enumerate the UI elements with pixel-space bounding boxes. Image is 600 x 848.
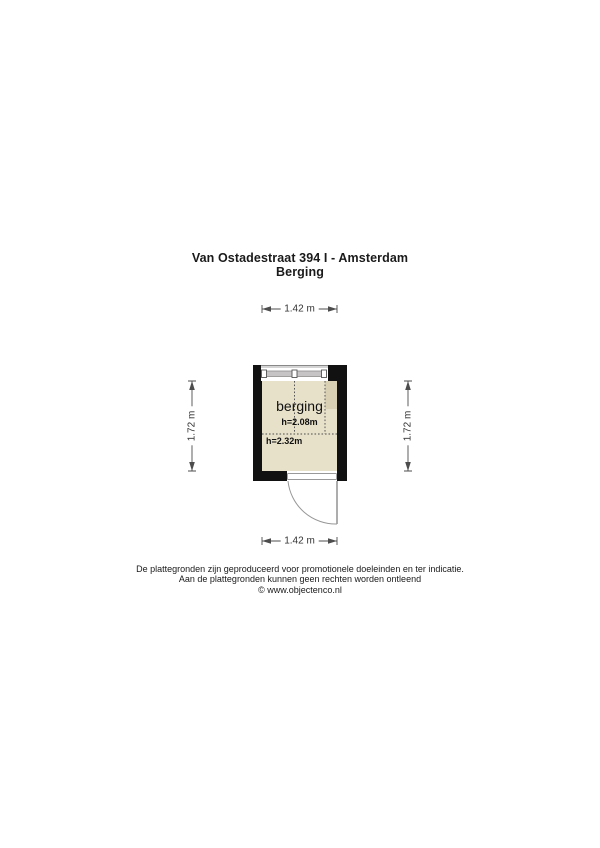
window-mullion-left [262, 370, 267, 378]
disclaimer [0, 564, 600, 595]
title-address: Van Ostadestraat 394 I - Amsterdam [191, 251, 409, 265]
disclaimer-line-1: De plattegronden zijn geproduceerd voor promotionele doeleinden en ter indicatie. [136, 564, 464, 574]
disclaimer-line-2: Aan de plattegronden kunnen geen rechten worden ontleend [178, 574, 422, 585]
ceiling-height-lower-label: h=2.32m [266, 435, 303, 446]
window-mullion-center [292, 370, 297, 378]
dimension-label-right: 1.72 m [403, 407, 414, 446]
window-mullion-right [322, 370, 327, 378]
dimension-label-top: 1.42 m [280, 304, 319, 315]
dimension-label-bottom: 1.42 m [280, 536, 319, 547]
wall-left [253, 365, 262, 481]
title-subtitle: Berging [276, 264, 324, 279]
dimension-label-left: 1.72 m [187, 407, 198, 446]
floor-shaded-zone [325, 381, 337, 409]
door-swing-arc [288, 481, 337, 524]
ceiling-height-upper-label: h=2.08m [281, 416, 318, 427]
room-name-label: berging [276, 398, 323, 414]
page-title [0, 252, 600, 279]
wall-right [337, 365, 347, 481]
copyright-line: © www.objectenco.nl [258, 584, 342, 595]
